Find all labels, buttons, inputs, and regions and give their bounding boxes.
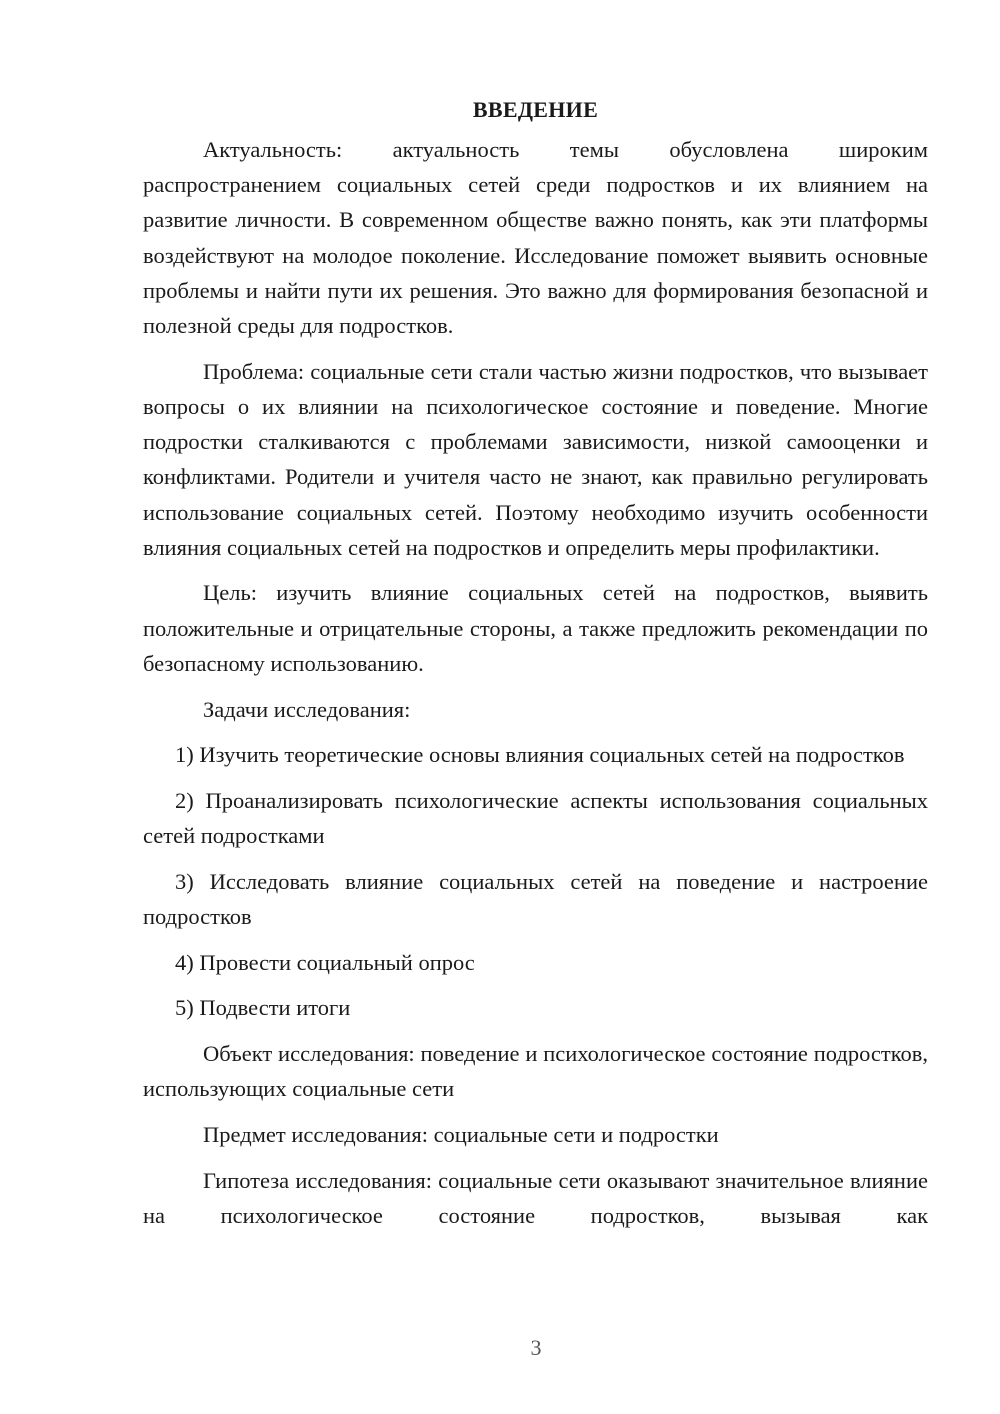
paragraph-relevance: Актуальность: актуальность темы обусловлена широким распространением социальных сетей среди подростков и их влиянием на развитие личности. В современном обществе важно понять, как эти платформы воздействуют на молодое поколение. Исследование поможет выявить основные проблемы и найти пути их решения. Это важно для формирования безопасной и полезной среды для подростков. (143, 137, 928, 339)
paragraph-goal: Цель: изучить влияние социальных сетей на подростков, выявить положительные и отрицательные стороны, а также предложить рекомендации по безопасному использованию. (143, 580, 928, 676)
paragraph-object: Объект исследования: поведение и психологическое состояние подростков, использующих социальные сети (143, 1041, 928, 1102)
paragraph-tasks-heading: Задачи исследования: (203, 696, 411, 722)
paragraph-subject: Предмет исследования: социальные сети и подростки (203, 1122, 719, 1148)
page-number: 3 (530, 1335, 542, 1360)
task-item-2: 2) Проанализировать психологические аспекты использования социальных сетей подростками (143, 787, 928, 849)
task-item-5: 5) Подвести итоги (175, 995, 351, 1021)
task-item-3: 3) Исследовать влияние социальных сетей на поведение и настроение подростков (143, 868, 928, 930)
task-item-1: 1) Изучить теоретические основы влияния социальных сетей на подростков (175, 742, 905, 768)
task-item-4: 4) Провести социальный опрос (175, 949, 475, 975)
document-page (143, 92, 928, 1233)
section-title: ВВЕДЕНИЕ (472, 97, 599, 122)
paragraph-problem: Проблема: социальные сети стали частью жизни подростков, что вызывает вопросы о их влиянии на психологическое состояние и поведение. Многие подростки сталкиваются с проблемами зависимости, низкой самооценки и конфликтами. Родители и учителя часто не знают, как правильно регулировать использование социальных сетей. Поэтому необходимо изучить особенности влияния социальных сетей на подростков и определить меры профилактики. (143, 358, 928, 560)
paragraph-hypothesis: Гипотеза исследования: социальные сети оказывают значительное влияние на психологическое состояние подростков, вызывая как (143, 1167, 928, 1228)
